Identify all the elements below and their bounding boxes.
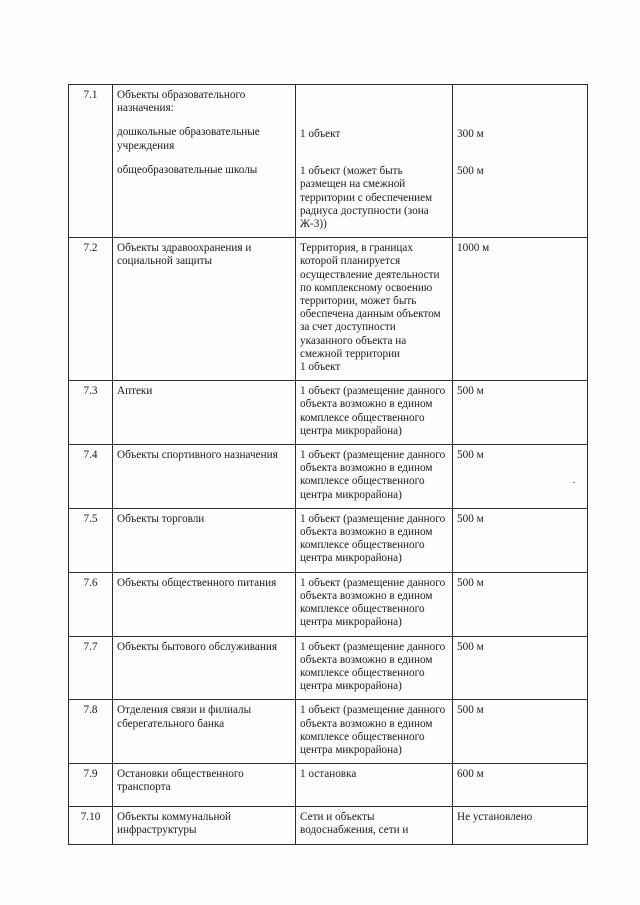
row-name: Объекты образовательного назначения: (117, 89, 246, 115)
row-name: Объекты торговли (113, 508, 296, 572)
row-value: 1 объект (размещение данного объекта возможно в едином комплексе общественного центра микрорайона) (296, 700, 453, 764)
row-value: 1 объект (размещение данного объекта возможно в едином комплексе общественного центра микрорайона) (296, 572, 453, 636)
subitem-value: 1 объект (300, 128, 341, 140)
row-name: Объекты спортивного назначения (113, 445, 296, 509)
row-name: Отделения связи и филиалы сберегательного банка (113, 700, 296, 764)
row-distance: 500 м (453, 381, 588, 445)
facility-norms-table (68, 84, 588, 845)
table-row (69, 764, 588, 807)
row-distance: 500 м (453, 572, 588, 636)
row-name: Объекты общественного питания (113, 572, 296, 636)
row-number: 7.7 (69, 636, 113, 700)
row-distance-cell (453, 85, 588, 238)
row-name: Объекты бытового обслуживания (113, 636, 296, 700)
row-distance: 500 м (453, 508, 588, 572)
subitem-name: дошкольные образовательные учреждения (117, 126, 260, 152)
table-row (69, 807, 588, 844)
scan-artifact (573, 482, 575, 483)
row-name: Остановки общественного транспорта (113, 764, 296, 807)
row-number: 7.10 (69, 807, 113, 844)
row-value-cell (296, 238, 453, 381)
row-distance: 1000 м (453, 238, 588, 381)
table-row (69, 636, 588, 700)
row-value: Территория, в границах которой планируется осуществление деятельности по комплексному освоению территории, может быть обеспечена данным объектом за счет доступности указанного объекта на смежной территории (300, 242, 441, 360)
row-number: 7.8 (69, 700, 113, 764)
row-distance: 500 м (453, 445, 588, 509)
row-distance: 500 м (453, 700, 588, 764)
row-name: Объекты здравоохранения и социальной защиты (113, 238, 296, 381)
subitem-value: 1 объект (может быть размещен на смежной территории с обеспечением радиуса доступности (зона Ж-3)) (300, 165, 433, 231)
table-row (69, 238, 588, 381)
row-name-cell (113, 85, 296, 238)
table-row (69, 508, 588, 572)
row-value: 1 объект (размещение данного объекта возможно в едином комплексе общественного центра микрорайона) (296, 381, 453, 445)
row-distance: Не установлено (453, 807, 588, 844)
table-row (69, 572, 588, 636)
row-value: 1 объект (размещение данного объекта возможно в едином комплексе общественного центра микрорайона) (296, 445, 453, 509)
row-distance: 500 м (453, 636, 588, 700)
table-row (69, 700, 588, 764)
subitem-distance: 500 м (457, 165, 484, 178)
table-row (69, 381, 588, 445)
row-number: 7.3 (69, 381, 113, 445)
row-value: 1 объект (размещение данного объекта возможно в едином комплексе общественного центра микрорайона) (296, 636, 453, 700)
row-value-count: 1 объект (300, 361, 341, 374)
subitem-name: общеобразовательные школы (117, 163, 258, 176)
table-row (69, 445, 588, 509)
row-name: Аптеки (113, 381, 296, 445)
row-number: 7.5 (69, 508, 113, 572)
table-row (69, 85, 588, 238)
row-name: Объекты коммунальной инфраструктуры (113, 807, 296, 844)
row-number: 7.1 (69, 85, 113, 238)
row-value: 1 объект (размещение данного объекта возможно в едином комплексе общественного центра микрорайона) (296, 508, 453, 572)
subitem-distance: 300 м (457, 128, 484, 140)
row-number: 7.9 (69, 764, 113, 807)
row-value-cell (296, 85, 453, 238)
row-number: 7.2 (69, 238, 113, 381)
row-value: 1 остановка (296, 764, 453, 807)
row-number: 7.6 (69, 572, 113, 636)
row-distance: 600 м (453, 764, 588, 807)
row-number: 7.4 (69, 445, 113, 509)
row-value: Сети и объекты водоснабжения, сети и (296, 807, 453, 844)
